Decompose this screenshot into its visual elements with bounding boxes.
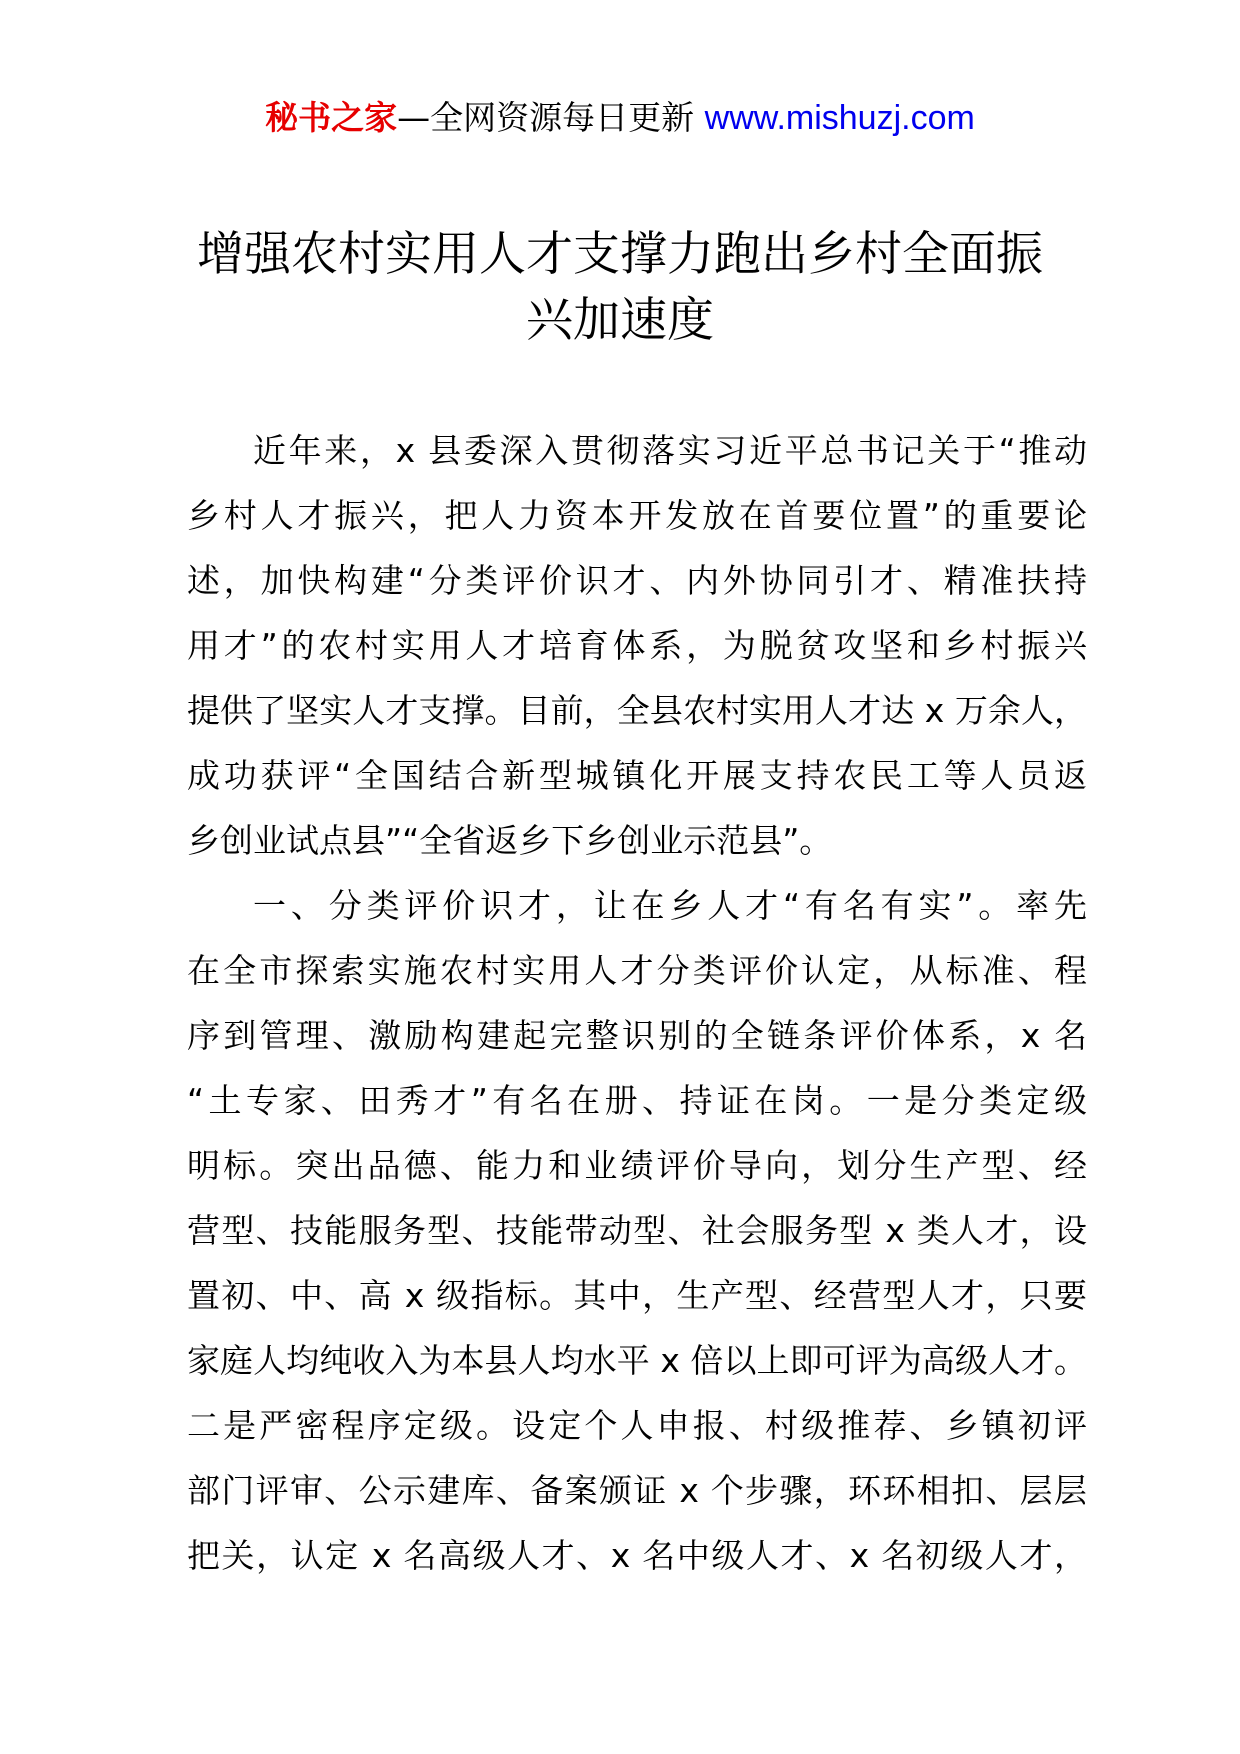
title-line-1: 增强农村实用人才支撑力跑出乡村全面振: [197, 227, 1043, 282]
body-line: 述，加快构建“分类评价识才、内外协同引才、精准扶持: [187, 561, 1087, 600]
header-tagline: —全网资源每日更新: [397, 98, 695, 137]
site-url-link[interactable]: www.mishuzj.com: [704, 99, 975, 137]
body-line: 乡创业试点县”“全省返乡下乡创业示范县”。: [187, 821, 833, 860]
title-line-2: 兴加速度: [526, 293, 714, 348]
body-line: 近年来，x 县委深入贯彻落实习近平总书记关于“推动: [253, 431, 1087, 470]
body-line: 成功获评“全国结合新型城镇化开展支持农民工等人员返: [187, 756, 1087, 795]
body-line: 明标。突出品德、能力和业绩评价导向，划分生产型、经: [187, 1146, 1087, 1185]
body-line: 家庭人均纯收入为本县人均水平 x 倍以上即可评为高级人才。: [187, 1341, 1087, 1380]
document-title: [190, 222, 1050, 354]
body-line: 在全市探索实施农村实用人才分类评价认定，从标准、程: [187, 951, 1087, 990]
brand-name: 秘书之家: [265, 98, 398, 137]
body-line: 一、分类评价识才，让在乡人才“有名有实”。率先: [253, 886, 1087, 925]
site-header: [0, 96, 1240, 140]
body-line: 提供了坚实人才支撑。目前，全县农村实用人才达 x 万余人，: [187, 691, 1087, 730]
body-line: 用才”的农村实用人才培育体系，为脱贫攻坚和乡村振兴: [187, 626, 1087, 665]
body-line: 二是严密程序定级。设定个人申报、村级推荐、乡镇初评: [187, 1406, 1087, 1445]
body-line: 营型、技能服务型、技能带动型、社会服务型 x 类人才，设: [187, 1211, 1087, 1250]
document-body: [187, 418, 1087, 1588]
body-line: 把关，认定 x 名高级人才、x 名中级人才、x 名初级人才，: [187, 1536, 1087, 1575]
body-line: 序到管理、激励构建起完整识别的全链条评价体系，x 名: [187, 1016, 1087, 1055]
body-line: 置初、中、高 x 级指标。其中，生产型、经营型人才，只要: [187, 1276, 1087, 1315]
body-line: 部门评审、公示建库、备案颁证 x 个步骤，环环相扣、层层: [187, 1471, 1087, 1510]
body-line: “土专家、田秀才”有名在册、持证在岗。一是分类定级: [187, 1081, 1087, 1120]
body-line: 乡村人才振兴，把人力资本开发放在首要位置”的重要论: [187, 496, 1087, 535]
